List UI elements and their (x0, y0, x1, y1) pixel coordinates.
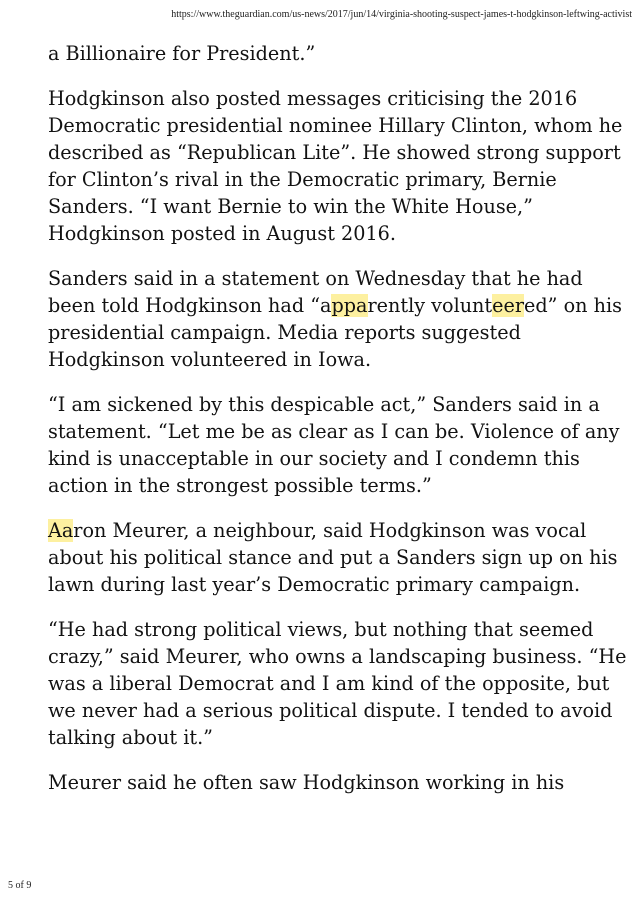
page-number: 5 of 9 (8, 880, 32, 891)
paragraph-3-text-after: ed” on his presidential campaign. Media reports suggested Hodgkinson volunteered in Iowa. (48, 294, 622, 371)
highlight-aa: Aa (48, 519, 74, 542)
paragraph-3-text-before: Sanders said in a statement on Wednesday that he had been told Hodgkinson had “a (48, 267, 583, 317)
article-body (48, 40, 628, 814)
paragraph-7: Meurer said he often saw Hodgkinson working in his (48, 771, 565, 794)
paragraph-4: “I am sickened by this despicable act,” Sanders said in a statement. “Let me be as clear as I can be. Violence of any kind is unacceptable in our society and I condemn this action in the strongest possible terms.” (48, 393, 620, 497)
paragraph-6: “He had strong political views, but nothing that seemed crazy,” said Meurer, who owns a landscaping business. “He was a liberal Democrat and I am kind of the opposite, but we never had a serious political dispute. I tended to avoid talking about it.” (48, 618, 627, 749)
paragraph-2: Hodgkinson also posted messages criticising the 2016 Democratic presidential nominee Hillary Clinton, whom he described as “Republican Lite”. He showed strong support for Clinton’s rival in the Democratic primary, Bernie Sanders. “I want Bernie to win the White House,” Hodgkinson posted in August 2016. (48, 87, 623, 245)
page-url: https://www.theguardian.com/us-news/2017/jun/14/virginia-shooting-suspect-james-t-hodgkinson-leftwing-activist (171, 9, 632, 20)
paragraph-3 (48, 265, 628, 373)
paragraph-3-text-mid: rently volunt (367, 294, 493, 317)
highlight-eer: eer (492, 294, 525, 317)
paragraph-1: a Billionaire for President.” (48, 42, 316, 65)
paragraph-5 (48, 517, 628, 598)
highlight-ppa: ppa (331, 294, 368, 317)
paragraph-5-text: ron Meurer, a neighbour, said Hodgkinson was vocal about his political stance and put a Sanders sign up on his lawn during last year’s Democratic primary campaign. (48, 519, 618, 596)
